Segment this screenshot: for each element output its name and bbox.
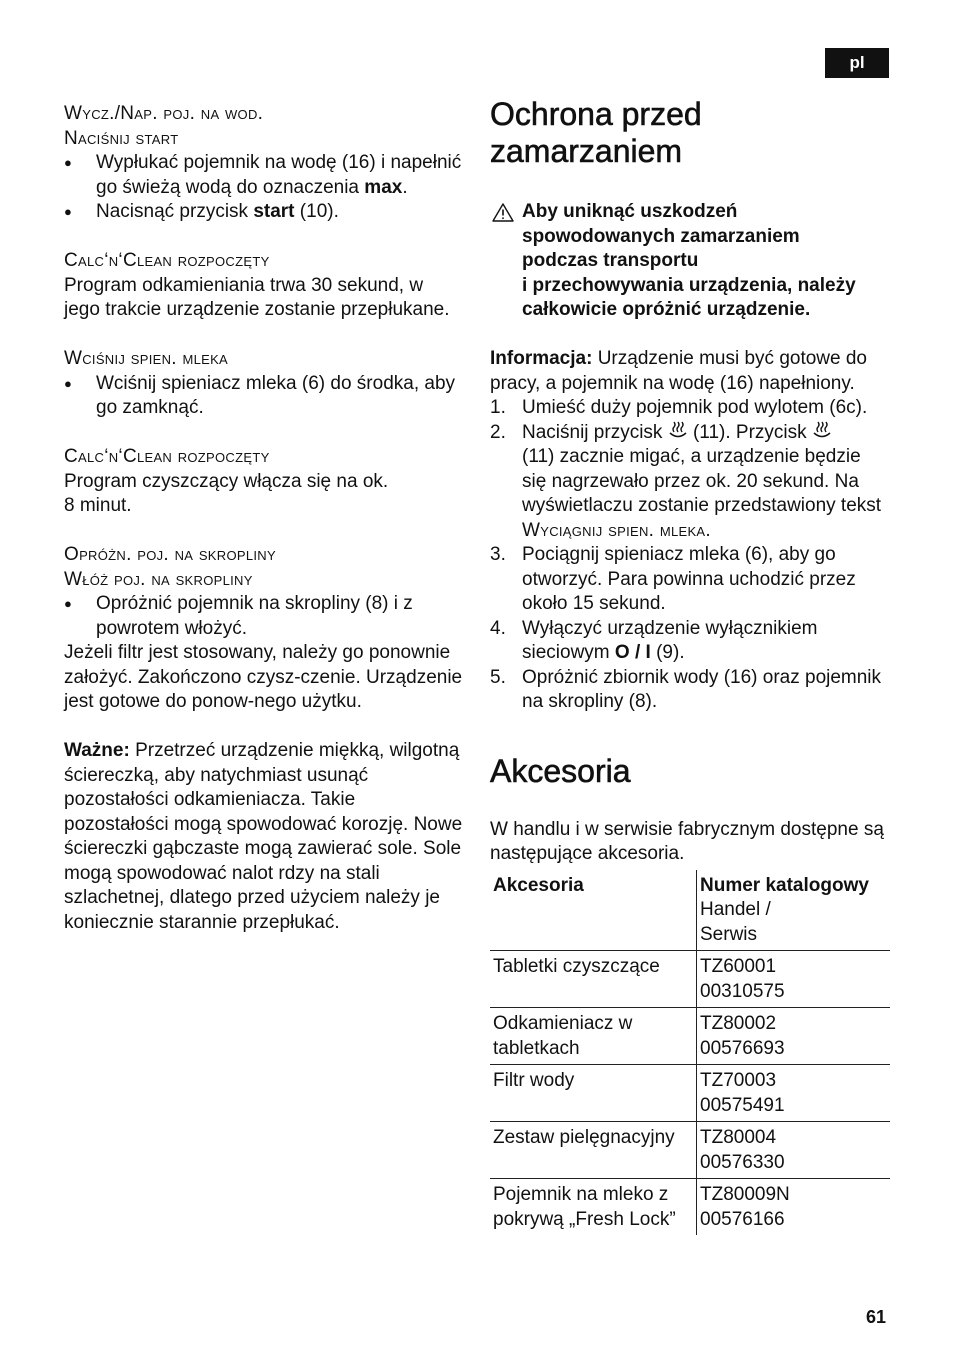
display-message: Wycz./Nap. poj. na wod. xyxy=(64,103,264,124)
catalog-number: TZ60001 00310575 xyxy=(697,951,891,1008)
cleaning-started-section xyxy=(64,445,464,519)
paragraph: Jeżeli filtr jest stosowany, należy go ponownie założyć. Zakończono czysz-czenie. Urządzenie jest gotowe do ponow-nego użytku. xyxy=(64,642,463,712)
catalog-number: TZ80004 00576330 xyxy=(697,1122,891,1179)
left-column xyxy=(64,102,464,935)
catalog-number: TZ70003 00575491 xyxy=(697,1065,891,1122)
warning-triangle-icon xyxy=(492,203,514,222)
paragraph: Program czyszczący włącza się na ok. xyxy=(64,470,389,492)
list-item: 3. Pociągnij spieniacz mleka (6), aby go otworzyć. Para powinna uchodzić przez około 15 sekund. xyxy=(490,544,856,614)
steam-button-icon xyxy=(668,421,688,441)
catalog-number: TZ80009N 00576166 xyxy=(697,1179,891,1236)
column-header: Akcesoria xyxy=(490,870,697,951)
info-note: Informacja: Urządzenie musi być gotowe do pracy, a pojemnik na wodę (16) napełniony. xyxy=(490,348,868,394)
bullet-list xyxy=(64,372,464,421)
paragraph: Program odkamieniania trwa 30 sekund, w jego trakcie urządzenie zostanie przepłukane. xyxy=(64,274,450,320)
paragraph: 8 minut. xyxy=(64,495,132,516)
bullet-list xyxy=(64,592,464,641)
accessory-name: Filtr wody xyxy=(490,1065,697,1122)
warning-line: całkowicie opróżnić urządzenie. xyxy=(522,299,811,320)
accessories-table xyxy=(490,870,890,1236)
warning-box xyxy=(490,200,890,323)
bullet-list xyxy=(64,151,464,225)
display-message: Włóż poj. na skropliny xyxy=(64,568,253,590)
right-column xyxy=(490,96,890,1235)
descaling-started-section xyxy=(64,249,464,323)
list-item: 2. Naciśnij przycisk (11). Przycisk (11) zacznie migać, a urządzenie będzie się nagrzewało przez ok. 20 sekund. Na wyświetlaczu zostanie przedstawiony tekst Wyciągnij spien. mleka. xyxy=(490,421,882,541)
accessory-name: Pojemnik na mleko z pokrywą „Fresh Lock” xyxy=(490,1179,697,1236)
display-message: Calc‘n‘Clean rozpoczęty xyxy=(64,250,270,271)
accessories-intro: W handlu i w serwisie fabrycznym dostępne są następujące akcesoria. xyxy=(490,818,884,864)
display-message: Wyciągnij spien. mleka xyxy=(522,519,706,541)
accessory-name: Tabletki czyszczące xyxy=(490,951,697,1008)
list-item: ● Opróżnić pojemnik na skropliny (8) i z powrotem włożyć. xyxy=(64,592,464,641)
list-item: 5. Opróżnić zbiornik wody (16) oraz pojemnik na skropliny (8). xyxy=(490,666,882,712)
accessory-name: Zestaw pielęgnacyjny xyxy=(490,1122,697,1179)
display-message: Calc‘n‘Clean rozpoczęty xyxy=(64,446,270,467)
rinse-water-tank-section xyxy=(64,102,464,225)
close-milk-frother-section xyxy=(64,347,464,421)
list-item: ● Nacisnąć przycisk start (10). xyxy=(64,200,464,225)
list-item: 1. Umieść duży pojemnik pod wylotem (6c). xyxy=(490,397,868,418)
table-row xyxy=(490,1065,890,1122)
steps-list xyxy=(490,396,890,715)
warning-line: Aby uniknąć uszkodzeń xyxy=(522,201,738,222)
frost-protection-heading: Ochrona przed zamarzaniem xyxy=(490,96,702,169)
display-message: Opróżn. poj. na skropliny xyxy=(64,544,276,565)
list-item: ● Wypłukać pojemnik na wodę (16) i napełnić go świeżą wodą do oznaczenia max. xyxy=(64,151,464,200)
warning-line: i przechowywania urządzenia, należy xyxy=(522,274,856,296)
accessory-name: Odkamieniacz w tabletkach xyxy=(490,1008,697,1065)
display-message: Naciśnij start xyxy=(64,127,179,149)
language-badge: pl xyxy=(825,48,889,78)
table-row xyxy=(490,1179,890,1236)
table-row xyxy=(490,1008,890,1065)
accessories-heading: Akcesoria xyxy=(490,752,631,789)
catalog-number: TZ80002 00576693 xyxy=(697,1008,891,1065)
important-note: Ważne: Przetrzeć urządzenie miękką, wilgotną ściereczką, aby natychmiast usunąć pozostałości odkamieniacza. Takie pozostałości mogą spowodować korozję. Nowe ściereczki gąbczaste mogą zawierać sole. Sole mogą spowodować nalot rdzy na stali szlachetnej, dlatego przed użyciem należy je koniecznie starannie przepłukać. xyxy=(64,740,463,933)
table-row xyxy=(490,1122,890,1179)
page-number: 61 xyxy=(866,1307,887,1327)
drip-tray-section xyxy=(64,543,464,715)
list-item: 4. Wyłączyć urządzenie wyłącznikiem sieciowym O / I (9). xyxy=(490,617,818,663)
warning-line: podczas transportu xyxy=(522,250,699,271)
table-row xyxy=(490,951,890,1008)
warning-line: spowodowanych zamarzaniem xyxy=(522,225,800,247)
column-header: Numer katalogowy Handel / Serwis xyxy=(700,874,869,945)
list-item: ● Wciśnij spieniacz mleka (6) do środka, aby go zamknąć. xyxy=(64,372,464,421)
table-header-row xyxy=(490,870,890,951)
display-message: Wciśnij spien. mleka xyxy=(64,348,229,369)
steam-button-icon xyxy=(812,421,832,441)
